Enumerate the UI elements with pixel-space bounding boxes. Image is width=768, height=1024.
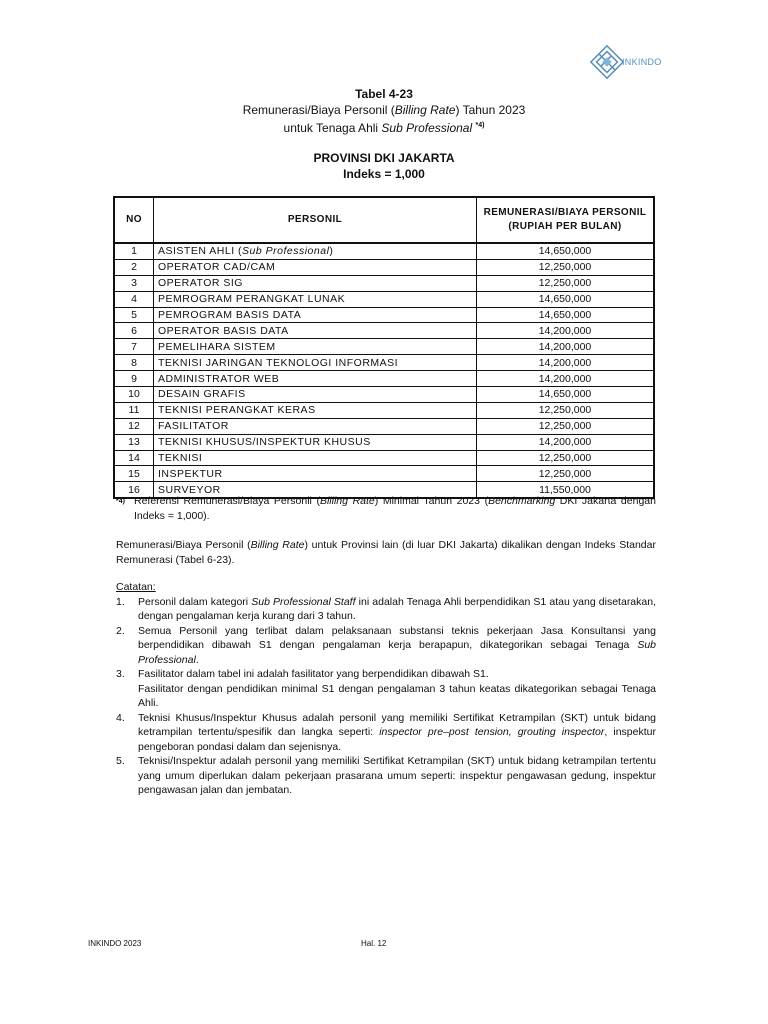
footer-left: INKINDO 2023 [88,939,142,948]
note-item: 3. Fasilitator dalam tabel ini adalah fasilitator yang berpendidikan dibawah S1. Fasilitator dengan pendidikan minimal S1 dengan pengalaman 3 tahun keatas dikategorikan sebagai Tenaga Ahli. [116,668,656,709]
header-no: NO [114,197,154,243]
table-row: 1 ASISTEN AHLI (Sub Professional) 14,650,000 [114,243,654,259]
table-row: 16 SURVEYOR 11,550,000 [114,482,654,498]
table-header-row [114,197,654,243]
table-row: 8 TEKNISI JARINGAN TEKNOLOGI INFORMASI 14,200,000 [114,355,654,371]
table-row: 7 PEMELIHARA SISTEM 14,200,000 [114,339,654,355]
table-row: 13 TEKNISI KHUSUS/INSPEKTUR KHUSUS 14,200,000 [114,434,654,450]
table-subtitle-line2: untuk Tenaga Ahli Sub Professional $^{*4)}$ [283,121,485,135]
footnote [116,494,656,524]
province-name: PROVINSI DKI JAKARTA [313,151,455,165]
footnote-text: Referensi Remunerasi/Biaya Personil (Billing Rate) Minimal Tahun 2023 (Benchmarking DKI Jakarta dengan Indeks = 1,000). [134,495,656,522]
table-row: 10 DESAIN GRAFIS 14,650,000 [114,387,654,403]
province-index: Indeks = 1,000 [343,167,425,181]
inkindo-logo-icon [588,43,626,81]
table-row: 2 OPERATOR CAD/CAM 12,250,000 [114,259,654,275]
note-item: 5. Teknisi/Inspektur adalah personil yang memiliki Sertifikat Ketrampilan (SKT) untuk bidang ketrampilan tertentu yang umum diperlukan dalam pekerjaan prasarana umum seperti: inspektur pengawasan gedung, inspektur pengawasan jalan dan jembatan. [116,755,656,796]
note-item: 2. Semua Personil yang terlibat dalam pelaksanaan substansi teknis pekerjaan Jasa Konsultansi yang berpendidikan dibawah S1 dengan pengalaman kerja berapapun, dikategorikan sebagai Tenaga Sub Professional. [116,624,656,666]
header-rate: REMUNERASI/BIAYA PERSONIL (RUPIAH PER BULAN) [477,197,655,243]
billing-rate-table [113,196,655,499]
table-row: 3 OPERATOR SIG 12,250,000 [114,275,654,291]
header-personil: PERSONIL [154,197,477,243]
logo-text: INKINDO [622,57,662,67]
table-row: 14 TEKNISI 12,250,000 [114,450,654,466]
table-number: Tabel 4-23 [355,87,413,101]
table-row: 5 PEMROGRAM BASIS DATA 14,650,000 [114,307,654,323]
note-item: 1. Personil dalam kategori Sub Professional Staff ini adalah Tenaga Ahli berpendidikan S1 atau yang disetarakan, dengan pengalaman kerja kurang dari 3 tahun. [116,595,656,622]
footnote-mark: *4) [116,498,125,505]
index-paragraph: Remunerasi/Biaya Personil (Billing Rate) untuk Provinsi lain (di luar DKI Jakarta) dikalikan dengan Indeks Standar Remunerasi (Tabel 6-23). [116,539,656,566]
notes-heading: Catatan: [116,581,156,593]
table-row: 11 TEKNISI PERANGKAT KERAS 12,250,000 [114,402,654,418]
table-row: 6 OPERATOR BASIS DATA 14,200,000 [114,323,654,339]
table-row: 4 PEMROGRAM PERANGKAT LUNAK 14,650,000 [114,291,654,307]
inkindo-logo [588,42,688,82]
table-subtitle-line1: Remunerasi/Biaya Personil (Billing Rate) Tahun 2023 [242,103,526,117]
table-row: 9 ADMINISTRATOR WEB 14,200,000 [114,371,654,387]
province-heading [0,150,768,182]
table-title [0,86,768,136]
table-row: 15 INSPEKTUR 12,250,000 [114,466,654,482]
notes-section [116,580,656,798]
page-number: Hal. 12 [361,939,387,948]
note-item: 4. Teknisi Khusus/Inspektur Khusus adalah personil yang memiliki Sertifikat Ketrampilan (SKT) untuk bidang ketrampilan tertentu/spesifik dan langka seperti: inspector pre–post tension, grouting inspector, inspektur pengeboran pondasi dalam dan sejenisnya. [116,711,656,753]
table-row: 12 FASILITATOR 12,250,000 [114,418,654,434]
